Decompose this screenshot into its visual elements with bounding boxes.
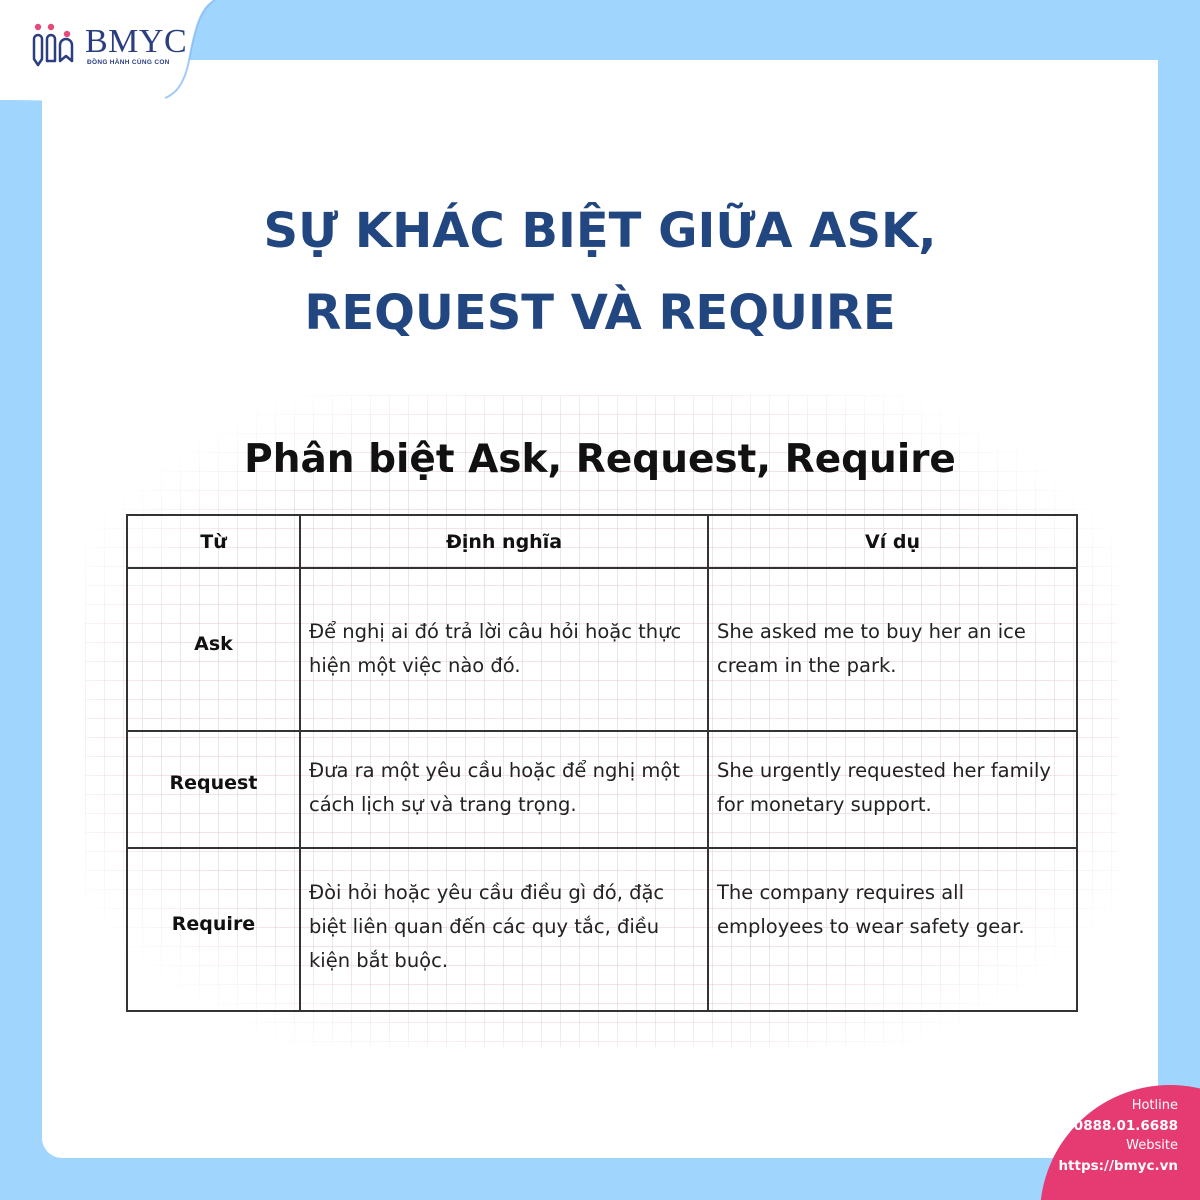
contact-info bbox=[1058, 1096, 1178, 1176]
column-header-definition: Định nghĩa bbox=[300, 515, 708, 568]
definition-cell: Để nghị ai đó trả lời câu hỏi hoặc thực hiện một việc nào đó. bbox=[300, 568, 708, 731]
word-cell: Require bbox=[127, 848, 300, 1011]
definition-cell: Đưa ra một yêu cầu hoặc để nghị một cách lịch sự và trang trọng. bbox=[300, 731, 708, 848]
section-heading: Phân biệt Ask, Request, Require bbox=[244, 437, 956, 482]
hotline-label: Hotline bbox=[1131, 1098, 1178, 1113]
table-row bbox=[127, 848, 1077, 1011]
definition-cell: Đòi hỏi hoặc yêu cầu điều gì đó, đặc biệt liên quan đến các quy tắc, điều kiện bắt buộc. bbox=[300, 848, 708, 1011]
bmyc-logo-icon bbox=[31, 23, 81, 71]
page-title bbox=[0, 190, 1200, 354]
brand-logo[interactable] bbox=[31, 23, 187, 71]
example-cell: The company requires all employees to wear safety gear. bbox=[708, 848, 1077, 1011]
example-cell: She asked me to buy her an ice cream in the park. bbox=[708, 568, 1077, 731]
page-title-line-1: SỰ KHÁC BIỆT GIỮA ASK, bbox=[263, 203, 937, 259]
page-title-line-2: REQUEST VÀ REQUIRE bbox=[304, 285, 896, 341]
hotline-number[interactable]: 0888.01.6688 bbox=[1073, 1118, 1178, 1134]
example-cell: She urgently requested her family for monetary support. bbox=[708, 731, 1077, 848]
comparison-table bbox=[126, 514, 1078, 1012]
word-cell: Ask bbox=[127, 568, 300, 731]
brand-name: BMYC bbox=[85, 23, 188, 60]
table-header-row bbox=[127, 515, 1077, 568]
table-row bbox=[127, 568, 1077, 731]
table-row bbox=[127, 731, 1077, 848]
brand-tagline: ĐỒNG HÀNH CÙNG CON bbox=[87, 59, 170, 66]
word-cell: Request bbox=[127, 731, 300, 848]
column-header-word: Từ bbox=[127, 515, 300, 568]
website-label: Website bbox=[1126, 1138, 1178, 1153]
website-link[interactable]: https://bmyc.vn bbox=[1058, 1158, 1178, 1174]
column-header-example: Ví dụ bbox=[708, 515, 1077, 568]
